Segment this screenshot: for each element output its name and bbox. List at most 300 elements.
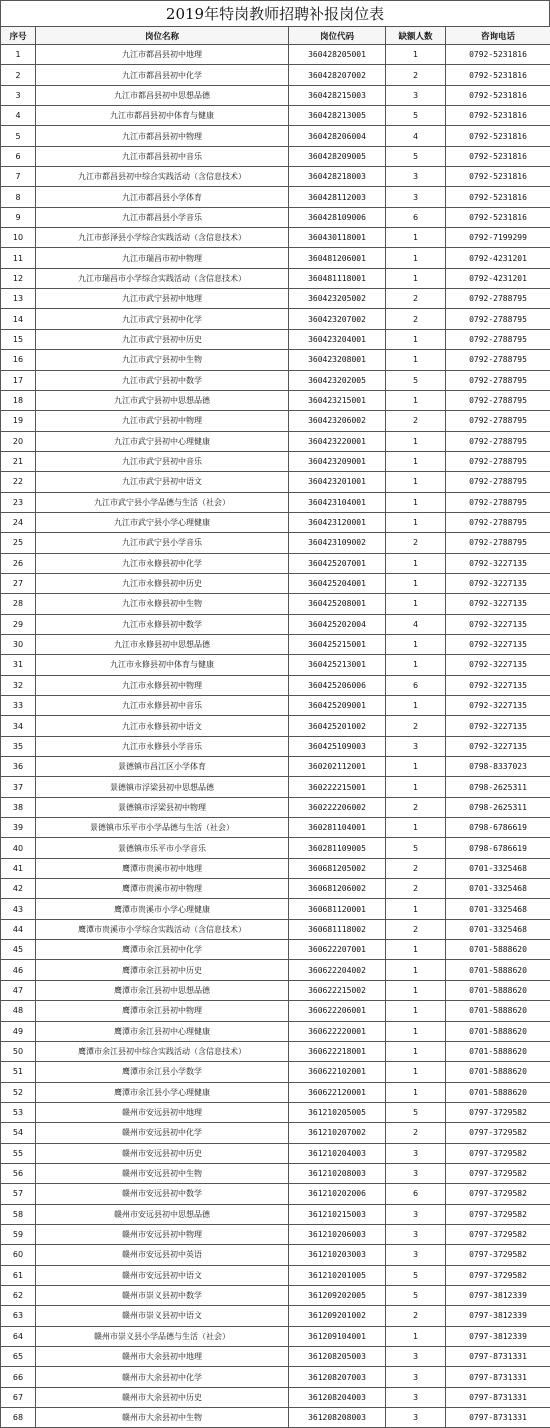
vacancy-count: 3 bbox=[386, 1143, 446, 1163]
position-code: 360423209001 bbox=[289, 451, 386, 471]
row-index: 18 bbox=[1, 390, 36, 410]
row-index: 48 bbox=[1, 1001, 36, 1021]
row-index: 66 bbox=[1, 1367, 36, 1387]
table-row bbox=[1, 696, 550, 716]
position-code: 360423215001 bbox=[289, 390, 386, 410]
table-row bbox=[1, 919, 550, 939]
vacancy-count: 3 bbox=[386, 167, 446, 187]
row-index: 19 bbox=[1, 411, 36, 431]
phone-number: 0792-2788795 bbox=[446, 472, 550, 492]
phone-number: 0701-3325468 bbox=[446, 858, 550, 878]
vacancy-count: 2 bbox=[386, 1123, 446, 1143]
phone-number: 0792-3227135 bbox=[446, 736, 550, 756]
phone-number: 0792-4231201 bbox=[446, 248, 550, 268]
position-name: 九江市永修县小学音乐 bbox=[36, 736, 289, 756]
phone-number: 0797-8731331 bbox=[446, 1367, 550, 1387]
vacancy-count: 1 bbox=[386, 228, 446, 248]
vacancy-count: 3 bbox=[386, 1204, 446, 1224]
position-code: 360681206002 bbox=[289, 879, 386, 899]
position-code: 360622207001 bbox=[289, 940, 386, 960]
phone-number: 0797-3729582 bbox=[446, 1184, 550, 1204]
vacancy-count: 3 bbox=[386, 1245, 446, 1265]
position-code: 361209104001 bbox=[289, 1326, 386, 1346]
row-index: 68 bbox=[1, 1408, 36, 1428]
table-row bbox=[1, 777, 550, 797]
row-index: 49 bbox=[1, 1021, 36, 1041]
phone-number: 0701-5888620 bbox=[446, 1062, 550, 1082]
phone-number: 0701-5888620 bbox=[446, 1021, 550, 1041]
position-name: 九江市永修县初中体育与健康 bbox=[36, 655, 289, 675]
position-name: 九江市武宁县小学心理健康 bbox=[36, 512, 289, 532]
table-row bbox=[1, 1245, 550, 1265]
phone-number: 0797-3729582 bbox=[446, 1224, 550, 1244]
table-row bbox=[1, 1184, 550, 1204]
vacancy-count: 1 bbox=[386, 777, 446, 797]
vacancy-count: 1 bbox=[386, 512, 446, 532]
position-name: 九江市永修县初中语文 bbox=[36, 716, 289, 736]
position-name: 九江市永修县初中物理 bbox=[36, 675, 289, 695]
row-index: 40 bbox=[1, 838, 36, 858]
phone-number: 0792-3227135 bbox=[446, 553, 550, 573]
row-index: 44 bbox=[1, 919, 36, 939]
position-name: 赣州市安远县初中化学 bbox=[36, 1123, 289, 1143]
phone-number: 0792-5231816 bbox=[446, 167, 550, 187]
phone-number: 0701-5888620 bbox=[446, 940, 550, 960]
row-index: 59 bbox=[1, 1224, 36, 1244]
position-code: 360423206002 bbox=[289, 411, 386, 431]
phone-number: 0792-3227135 bbox=[446, 594, 550, 614]
phone-number: 0792-2788795 bbox=[446, 370, 550, 390]
position-code: 360222206002 bbox=[289, 797, 386, 817]
phone-number: 0701-5888620 bbox=[446, 1041, 550, 1061]
row-index: 65 bbox=[1, 1347, 36, 1367]
vacancy-count: 1 bbox=[386, 451, 446, 471]
position-name: 九江市都昌县初中音乐 bbox=[36, 146, 289, 166]
position-code: 360622206001 bbox=[289, 1001, 386, 1021]
table-row bbox=[1, 1387, 550, 1407]
vacancy-count: 1 bbox=[386, 696, 446, 716]
table-row bbox=[1, 431, 550, 451]
position-name: 赣州市大余县初中地理 bbox=[36, 1347, 289, 1367]
position-code: 360481118001 bbox=[289, 268, 386, 288]
position-name: 九江市瑞昌市初中物理 bbox=[36, 248, 289, 268]
position-code: 360425213001 bbox=[289, 655, 386, 675]
vacancy-count: 6 bbox=[386, 1184, 446, 1204]
position-code: 360423207002 bbox=[289, 309, 386, 329]
table-row bbox=[1, 451, 550, 471]
position-code: 361208207003 bbox=[289, 1367, 386, 1387]
table-row bbox=[1, 1001, 550, 1021]
phone-number: 0797-3729582 bbox=[446, 1143, 550, 1163]
position-name: 九江市武宁县小学音乐 bbox=[36, 533, 289, 553]
vacancy-count: 2 bbox=[386, 919, 446, 939]
table-row bbox=[1, 614, 550, 634]
position-code: 360681118002 bbox=[289, 919, 386, 939]
header-position-name: 岗位名称 bbox=[36, 27, 289, 45]
vacancy-count: 2 bbox=[386, 289, 446, 309]
phone-number: 0792-3227135 bbox=[446, 573, 550, 593]
phone-number: 0792-2788795 bbox=[446, 329, 550, 349]
position-code: 360425206006 bbox=[289, 675, 386, 695]
vacancy-count: 1 bbox=[386, 573, 446, 593]
position-code: 360423201001 bbox=[289, 472, 386, 492]
phone-number: 0792-2788795 bbox=[446, 390, 550, 410]
header-position-code: 岗位代码 bbox=[289, 27, 386, 45]
table-row bbox=[1, 594, 550, 614]
position-code: 360428112003 bbox=[289, 187, 386, 207]
position-name: 九江市永修县初中数学 bbox=[36, 614, 289, 634]
row-index: 55 bbox=[1, 1143, 36, 1163]
position-name: 鹰潭市余江县小学心理健康 bbox=[36, 1082, 289, 1102]
page-title: 2019年特岗教师招聘补报岗位表 bbox=[0, 0, 550, 26]
position-code: 360428215003 bbox=[289, 85, 386, 105]
row-index: 52 bbox=[1, 1082, 36, 1102]
table-row bbox=[1, 1367, 550, 1387]
position-name: 九江市永修县初中思想品德 bbox=[36, 634, 289, 654]
position-code: 360423202005 bbox=[289, 370, 386, 390]
vacancy-count: 3 bbox=[386, 736, 446, 756]
vacancy-count: 3 bbox=[386, 1163, 446, 1183]
phone-number: 0792-5231816 bbox=[446, 106, 550, 126]
table-body bbox=[1, 45, 550, 1428]
header-index: 序号 bbox=[1, 27, 36, 45]
position-code: 360423109002 bbox=[289, 533, 386, 553]
vacancy-count: 3 bbox=[386, 1387, 446, 1407]
phone-number: 0792-5231816 bbox=[446, 85, 550, 105]
phone-number: 0797-8731331 bbox=[446, 1347, 550, 1367]
vacancy-count: 1 bbox=[386, 1001, 446, 1021]
position-name: 九江市彭泽县小学综合实践活动（含信息技术） bbox=[36, 228, 289, 248]
phone-number: 0792-5231816 bbox=[446, 187, 550, 207]
vacancy-count: 6 bbox=[386, 675, 446, 695]
row-index: 22 bbox=[1, 472, 36, 492]
vacancy-count: 2 bbox=[386, 411, 446, 431]
position-name: 赣州市安远县初中数学 bbox=[36, 1184, 289, 1204]
table-row bbox=[1, 329, 550, 349]
position-name: 赣州市安远县初中思想品德 bbox=[36, 1204, 289, 1224]
row-index: 14 bbox=[1, 309, 36, 329]
phone-number: 0797-3812339 bbox=[446, 1326, 550, 1346]
table-row bbox=[1, 736, 550, 756]
row-index: 28 bbox=[1, 594, 36, 614]
position-code: 360428218003 bbox=[289, 167, 386, 187]
table-row bbox=[1, 512, 550, 532]
position-name: 赣州市安远县初中物理 bbox=[36, 1224, 289, 1244]
table-row bbox=[1, 126, 550, 146]
header-phone: 咨询电话 bbox=[446, 27, 550, 45]
position-code: 360622215002 bbox=[289, 980, 386, 1000]
position-name: 鹰潭市余江县初中综合实践活动（含信息技术） bbox=[36, 1041, 289, 1061]
table-row bbox=[1, 838, 550, 858]
table-row bbox=[1, 289, 550, 309]
position-name: 九江市瑞昌市小学综合实践活动（含信息技术） bbox=[36, 268, 289, 288]
phone-number: 0797-3729582 bbox=[446, 1163, 550, 1183]
table-row bbox=[1, 1408, 550, 1428]
row-index: 26 bbox=[1, 553, 36, 573]
table-row bbox=[1, 1306, 550, 1326]
position-name: 九江市都昌县小学体育 bbox=[36, 187, 289, 207]
phone-number: 0797-3729582 bbox=[446, 1102, 550, 1122]
row-index: 6 bbox=[1, 146, 36, 166]
position-code: 360622218001 bbox=[289, 1041, 386, 1061]
phone-number: 0701-3325468 bbox=[446, 919, 550, 939]
position-name: 九江市都昌县初中化学 bbox=[36, 65, 289, 85]
phone-number: 0701-3325468 bbox=[446, 899, 550, 919]
phone-number: 0797-3729582 bbox=[446, 1265, 550, 1285]
position-code: 360425109003 bbox=[289, 736, 386, 756]
phone-number: 0792-2788795 bbox=[446, 350, 550, 370]
phone-number: 0792-3227135 bbox=[446, 634, 550, 654]
position-name: 赣州市大余县初中历史 bbox=[36, 1387, 289, 1407]
phone-number: 0792-5231816 bbox=[446, 207, 550, 227]
phone-number: 0797-3729582 bbox=[446, 1204, 550, 1224]
table-row bbox=[1, 228, 550, 248]
position-code: 360481206001 bbox=[289, 248, 386, 268]
vacancy-count: 3 bbox=[386, 187, 446, 207]
position-name: 九江市都昌县初中体育与健康 bbox=[36, 106, 289, 126]
position-code: 361210215003 bbox=[289, 1204, 386, 1224]
position-name: 赣州市崇义县小学品德与生活（社会） bbox=[36, 1326, 289, 1346]
row-index: 10 bbox=[1, 228, 36, 248]
phone-number: 0797-8731331 bbox=[446, 1408, 550, 1428]
row-index: 23 bbox=[1, 492, 36, 512]
table-row bbox=[1, 207, 550, 227]
position-code: 360425207001 bbox=[289, 553, 386, 573]
row-index: 27 bbox=[1, 573, 36, 593]
phone-number: 0792-2788795 bbox=[446, 451, 550, 471]
position-name: 九江市武宁县初中音乐 bbox=[36, 451, 289, 471]
position-name: 赣州市大余县初中化学 bbox=[36, 1367, 289, 1387]
vacancy-count: 2 bbox=[386, 858, 446, 878]
table-row bbox=[1, 1204, 550, 1224]
vacancy-count: 1 bbox=[386, 431, 446, 451]
vacancy-count: 2 bbox=[386, 716, 446, 736]
phone-number: 0798-6786619 bbox=[446, 838, 550, 858]
position-code: 361210202006 bbox=[289, 1184, 386, 1204]
vacancy-count: 6 bbox=[386, 207, 446, 227]
vacancy-count: 1 bbox=[386, 980, 446, 1000]
table-row bbox=[1, 370, 550, 390]
table-row bbox=[1, 858, 550, 878]
row-index: 62 bbox=[1, 1285, 36, 1305]
table-row bbox=[1, 106, 550, 126]
row-index: 25 bbox=[1, 533, 36, 553]
position-code: 360430118001 bbox=[289, 228, 386, 248]
vacancy-count: 3 bbox=[386, 1224, 446, 1244]
position-name: 鹰潭市余江县小学数学 bbox=[36, 1062, 289, 1082]
position-code: 361209201002 bbox=[289, 1306, 386, 1326]
position-code: 361210205005 bbox=[289, 1102, 386, 1122]
position-code: 360428205001 bbox=[289, 45, 386, 65]
table-row bbox=[1, 492, 550, 512]
table-row bbox=[1, 1102, 550, 1122]
position-code: 360281109005 bbox=[289, 838, 386, 858]
position-name: 鹰潭市贵溪市小学综合实践活动（含信息技术） bbox=[36, 919, 289, 939]
position-code: 361208205003 bbox=[289, 1347, 386, 1367]
position-name: 赣州市崇义县初中语文 bbox=[36, 1306, 289, 1326]
row-index: 29 bbox=[1, 614, 36, 634]
phone-number: 0792-2788795 bbox=[446, 492, 550, 512]
position-name: 九江市武宁县初中数学 bbox=[36, 370, 289, 390]
vacancy-count: 1 bbox=[386, 1326, 446, 1346]
phone-number: 0792-2788795 bbox=[446, 512, 550, 532]
table-row bbox=[1, 187, 550, 207]
table-row bbox=[1, 1143, 550, 1163]
vacancy-count: 2 bbox=[386, 1306, 446, 1326]
position-name: 九江市武宁县初中地理 bbox=[36, 289, 289, 309]
table-row bbox=[1, 757, 550, 777]
position-code: 360202112001 bbox=[289, 757, 386, 777]
vacancy-count: 5 bbox=[386, 1265, 446, 1285]
position-code: 361210207002 bbox=[289, 1123, 386, 1143]
position-code: 361210206003 bbox=[289, 1224, 386, 1244]
phone-number: 0792-2788795 bbox=[446, 431, 550, 451]
position-code: 361210208003 bbox=[289, 1163, 386, 1183]
position-code: 360425208001 bbox=[289, 594, 386, 614]
table-row bbox=[1, 899, 550, 919]
row-index: 60 bbox=[1, 1245, 36, 1265]
vacancy-count: 1 bbox=[386, 594, 446, 614]
vacancy-count: 2 bbox=[386, 309, 446, 329]
table-row bbox=[1, 655, 550, 675]
row-index: 39 bbox=[1, 818, 36, 838]
table-row bbox=[1, 268, 550, 288]
phone-number: 0797-3729582 bbox=[446, 1245, 550, 1265]
table-row bbox=[1, 167, 550, 187]
table-row bbox=[1, 65, 550, 85]
vacancy-count: 1 bbox=[386, 1021, 446, 1041]
table-row bbox=[1, 675, 550, 695]
row-index: 17 bbox=[1, 370, 36, 390]
row-index: 20 bbox=[1, 431, 36, 451]
vacancy-count: 1 bbox=[386, 940, 446, 960]
row-index: 34 bbox=[1, 716, 36, 736]
table-row bbox=[1, 309, 550, 329]
position-name: 九江市武宁县初中思想品德 bbox=[36, 390, 289, 410]
phone-number: 0792-4231201 bbox=[446, 268, 550, 288]
position-code: 360425209001 bbox=[289, 696, 386, 716]
row-index: 51 bbox=[1, 1062, 36, 1082]
phone-number: 0797-3729582 bbox=[446, 1123, 550, 1143]
row-index: 12 bbox=[1, 268, 36, 288]
row-index: 30 bbox=[1, 634, 36, 654]
position-code: 361208204003 bbox=[289, 1387, 386, 1407]
position-name: 九江市武宁县初中化学 bbox=[36, 309, 289, 329]
row-index: 41 bbox=[1, 858, 36, 878]
table-row bbox=[1, 879, 550, 899]
row-index: 15 bbox=[1, 329, 36, 349]
phone-number: 0792-3227135 bbox=[446, 716, 550, 736]
position-name: 鹰潭市贵溪市初中地理 bbox=[36, 858, 289, 878]
position-code: 360622102001 bbox=[289, 1062, 386, 1082]
phone-number: 0792-3227135 bbox=[446, 696, 550, 716]
position-code: 360622220001 bbox=[289, 1021, 386, 1041]
table-row bbox=[1, 818, 550, 838]
position-code: 360622120001 bbox=[289, 1082, 386, 1102]
position-name: 九江市武宁县初中生物 bbox=[36, 350, 289, 370]
position-code: 360681205002 bbox=[289, 858, 386, 878]
position-name: 赣州市安远县初中生物 bbox=[36, 1163, 289, 1183]
vacancy-count: 4 bbox=[386, 126, 446, 146]
row-index: 50 bbox=[1, 1041, 36, 1061]
position-code: 361210204003 bbox=[289, 1143, 386, 1163]
position-code: 360423205002 bbox=[289, 289, 386, 309]
vacancy-count: 1 bbox=[386, 553, 446, 573]
table-row bbox=[1, 716, 550, 736]
phone-number: 0797-3812339 bbox=[446, 1306, 550, 1326]
vacancy-count: 1 bbox=[386, 1062, 446, 1082]
vacancy-count: 2 bbox=[386, 797, 446, 817]
vacancy-count: 5 bbox=[386, 146, 446, 166]
position-name: 赣州市崇义县初中数学 bbox=[36, 1285, 289, 1305]
phone-number: 0792-2788795 bbox=[446, 533, 550, 553]
vacancy-count: 1 bbox=[386, 329, 446, 349]
vacancy-count: 2 bbox=[386, 65, 446, 85]
position-name: 九江市都昌县初中地理 bbox=[36, 45, 289, 65]
row-index: 35 bbox=[1, 736, 36, 756]
table-row bbox=[1, 1347, 550, 1367]
position-code: 360428206004 bbox=[289, 126, 386, 146]
row-index: 61 bbox=[1, 1265, 36, 1285]
row-index: 36 bbox=[1, 757, 36, 777]
phone-number: 0792-2788795 bbox=[446, 309, 550, 329]
position-code: 360425215001 bbox=[289, 634, 386, 654]
row-index: 64 bbox=[1, 1326, 36, 1346]
position-name: 九江市武宁县初中历史 bbox=[36, 329, 289, 349]
position-code: 360425202004 bbox=[289, 614, 386, 634]
table-row bbox=[1, 411, 550, 431]
table-row bbox=[1, 1265, 550, 1285]
position-name: 九江市永修县初中音乐 bbox=[36, 696, 289, 716]
row-index: 16 bbox=[1, 350, 36, 370]
vacancy-count: 4 bbox=[386, 614, 446, 634]
table-row bbox=[1, 573, 550, 593]
position-code: 360423104001 bbox=[289, 492, 386, 512]
position-code: 361208208003 bbox=[289, 1408, 386, 1428]
position-code: 360428109006 bbox=[289, 207, 386, 227]
table-row bbox=[1, 553, 550, 573]
phone-number: 0792-5231816 bbox=[446, 45, 550, 65]
vacancy-count: 1 bbox=[386, 248, 446, 268]
position-name: 九江市都昌县小学音乐 bbox=[36, 207, 289, 227]
vacancy-count: 1 bbox=[386, 960, 446, 980]
position-name: 鹰潭市余江县初中历史 bbox=[36, 960, 289, 980]
position-code: 360423220001 bbox=[289, 431, 386, 451]
row-index: 8 bbox=[1, 187, 36, 207]
row-index: 3 bbox=[1, 85, 36, 105]
position-name: 景德镇市乐平市小学品德与生活（社会） bbox=[36, 818, 289, 838]
position-code: 360622204002 bbox=[289, 960, 386, 980]
row-index: 24 bbox=[1, 512, 36, 532]
vacancy-count: 2 bbox=[386, 879, 446, 899]
position-name: 景德镇市乐平市小学音乐 bbox=[36, 838, 289, 858]
position-name: 九江市武宁县初中物理 bbox=[36, 411, 289, 431]
position-name: 赣州市大余县初中生物 bbox=[36, 1408, 289, 1428]
phone-number: 0701-5888620 bbox=[446, 980, 550, 1000]
position-code: 360428209005 bbox=[289, 146, 386, 166]
phone-number: 0792-5231816 bbox=[446, 126, 550, 146]
vacancy-count: 1 bbox=[386, 818, 446, 838]
position-code: 361210201005 bbox=[289, 1265, 386, 1285]
phone-number: 0792-7199299 bbox=[446, 228, 550, 248]
table-row bbox=[1, 940, 550, 960]
header-vacancies: 缺额人数 bbox=[386, 27, 446, 45]
vacancy-count: 1 bbox=[386, 492, 446, 512]
position-name: 赣州市安远县初中地理 bbox=[36, 1102, 289, 1122]
row-index: 21 bbox=[1, 451, 36, 471]
position-name: 赣州市安远县初中语文 bbox=[36, 1265, 289, 1285]
row-index: 57 bbox=[1, 1184, 36, 1204]
